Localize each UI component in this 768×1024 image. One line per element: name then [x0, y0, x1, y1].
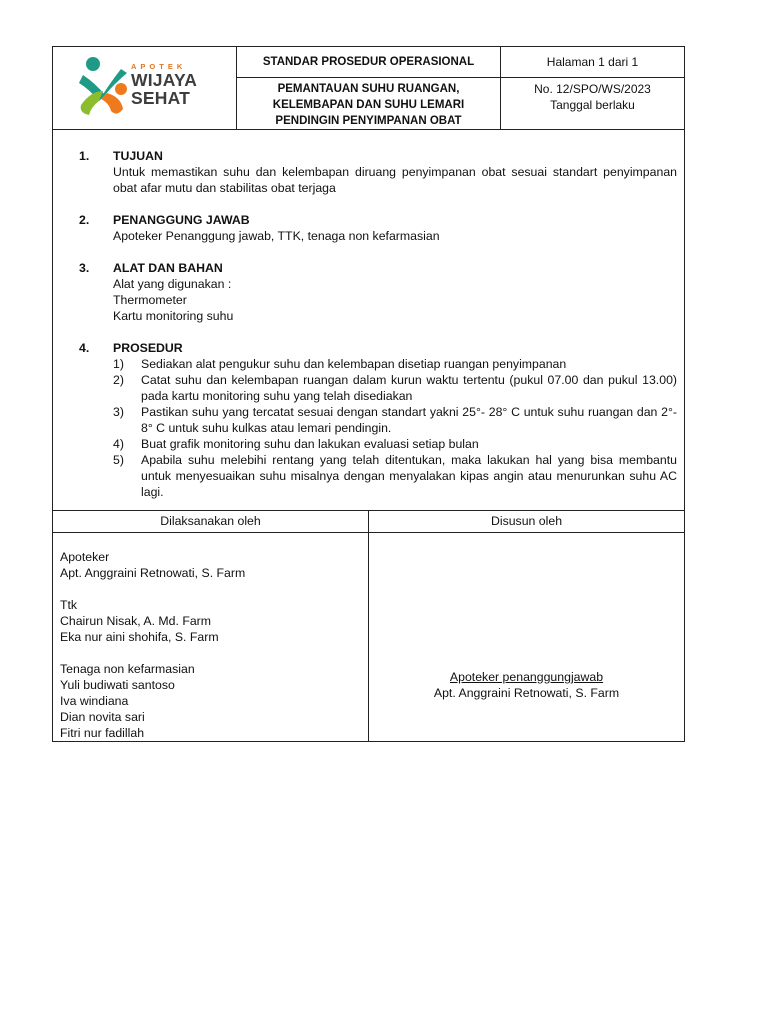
procedure-steps: [79, 356, 677, 500]
section-text: Untuk memastikan suhu dan kelembapan diruang penyimpanan obat sesuai standart penyimpanan obat afar mutu dan stabilitas obat terjaga: [113, 165, 677, 195]
section-penanggung-jawab: [79, 212, 677, 244]
executor-name: Fitri nur fadillah: [60, 726, 145, 740]
section-title: TUJUAN: [113, 149, 163, 163]
effective-date-label: Tanggal berlaku: [550, 98, 635, 112]
section-prosedur: [79, 340, 677, 500]
section-line: Alat yang digunakan :: [113, 277, 232, 291]
executor-group: [60, 597, 362, 645]
composer-cell: [369, 533, 685, 742]
logo-wijaya-text: WIJAYA: [131, 70, 198, 90]
executor-role: Tenaga non kefarmasian: [60, 662, 195, 676]
section-number: 2.: [79, 213, 90, 227]
section-title: ALAT DAN BAHAN: [113, 261, 223, 275]
section-number: 1.: [79, 149, 90, 163]
procedure-step: 2) Catat suhu dan kelembapan ruangan dalam kurun waktu tertentu (pukul 07.00 dan pukul 13.00) pada kartu monitoring suhu yang telah disediakan: [113, 373, 677, 403]
executor-role: Apoteker: [60, 550, 110, 564]
procedure-body: [53, 130, 685, 511]
doc-meta: [501, 78, 685, 130]
section-title: PROSEDUR: [113, 341, 183, 355]
procedure-step: 1) Sediakan alat pengukur suhu dan kelembapan disetiap ruangan penyimpanan: [113, 357, 567, 371]
logo-mark-icon: [77, 55, 133, 119]
executed-by-header: Dilaksanakan oleh: [53, 511, 369, 533]
doc-title-line: PEMANTAUAN SUHU RUANGAN,: [277, 83, 460, 95]
logo-apotek-text: APOTEK: [131, 62, 187, 71]
executor-group: [60, 549, 362, 581]
executor-name: Yuli budiwati santoso: [60, 678, 175, 692]
executor-name: Eka nur aini shohifa, S. Farm: [60, 630, 219, 644]
executor-name: Apt. Anggraini Retnowati, S. Farm: [60, 566, 246, 580]
section-tujuan: [79, 148, 677, 196]
logo-sehat-text: SEHAT: [131, 88, 191, 108]
pharmacy-logo: [77, 55, 217, 119]
section-number: 3.: [79, 261, 90, 275]
signature-table: [52, 510, 685, 742]
logo-cell: [53, 47, 237, 130]
composer-name: Apt. Anggraini Retnowati, S. Farm: [433, 686, 620, 700]
executor-role: Ttk: [60, 598, 78, 612]
doc-title: [237, 78, 501, 130]
executor-name: Chairun Nisak, A. Md. Farm: [60, 614, 212, 628]
section-text: Apoteker Penanggung jawab, TTK, tenaga non kefarmasian: [113, 229, 440, 243]
page-info: Halaman 1 dari 1: [501, 47, 685, 78]
composer-role: Apoteker penanggungjawab: [449, 670, 604, 684]
procedure-step: 5) Apabila suhu melebihi rentang yang telah ditentukan, maka lakukan hal yang bisa membantu untuk menyesuaikan suhu misalnya dengan menyalakan kipas angin atau menurunkan suhu AC lagi.: [113, 453, 677, 499]
section-number: 4.: [79, 341, 90, 355]
procedure-step: 4) Buat grafik monitoring suhu dan lakukan evaluasi setiap bulan: [113, 437, 479, 451]
section-title: PENANGGUNG JAWAB: [113, 213, 250, 227]
header-table: [52, 46, 685, 511]
executor-list: [53, 533, 369, 742]
section-line: Thermometer: [113, 293, 187, 307]
procedure-step: 3) Pastikan suhu yang tercatat sesuai dengan standart yakni 25°- 28° C untuk suhu ruangan dan 2°- 8° C untuk suhu kulkas atau lemari pendingin.: [113, 405, 677, 435]
section-line: Kartu monitoring suhu: [113, 309, 234, 323]
section-alat-bahan: [79, 260, 677, 324]
composed-by-header: Disusun oleh: [369, 511, 685, 533]
doc-title-line: KELEMBAPAN DAN SUHU LEMARI: [272, 99, 465, 111]
doc-title-line: PENDINGIN PENYIMPANAN OBAT: [275, 115, 462, 127]
executor-name: Iva windiana: [60, 694, 129, 708]
doc-number: No. 12/SPO/WS/2023: [534, 82, 651, 96]
sop-document: [52, 46, 684, 742]
executor-group: [60, 661, 362, 741]
doc-type: STANDAR PROSEDUR OPERASIONAL: [237, 47, 501, 78]
executor-name: Dian novita sari: [60, 710, 145, 724]
